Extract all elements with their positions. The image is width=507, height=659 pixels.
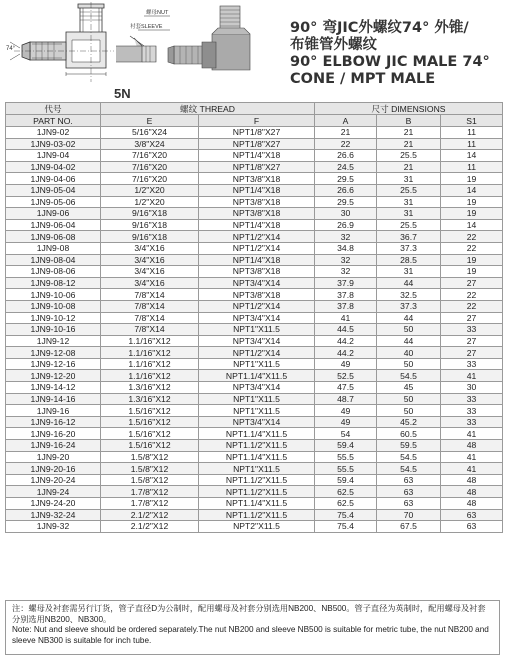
header-code-en: PART NO. [6, 115, 101, 127]
table-row [6, 358, 503, 370]
cell-thread-e: 1.5/8"X12 [101, 474, 199, 486]
cell-thread-f: NPT1/8"X27 [199, 127, 315, 139]
cell-dim-b: 45 [377, 382, 441, 394]
cell-dim-b: 40 [377, 347, 441, 359]
cell-thread-f: NPT1/8"X27 [199, 161, 315, 173]
cell-dim-s1: 14 [441, 150, 503, 162]
table-row [6, 405, 503, 417]
cell-dim-s1: 30 [441, 382, 503, 394]
cell-dim-s1: 41 [441, 370, 503, 382]
cell-part-no: 1JN9-08 [6, 242, 101, 254]
cell-dim-a: 52.5 [315, 370, 377, 382]
cell-dim-s1: 19 [441, 208, 503, 220]
cell-dim-s1: 41 [441, 451, 503, 463]
cell-thread-e: 1.7/8"X12 [101, 486, 199, 498]
cell-dim-s1: 27 [441, 335, 503, 347]
cell-part-no: 1JN9-12-08 [6, 347, 101, 359]
cell-thread-e: 9/16"X18 [101, 231, 199, 243]
cell-thread-f: NPT1/2"X14 [199, 300, 315, 312]
cell-dim-a: 47.5 [315, 382, 377, 394]
cell-thread-f: NPT1"X11.5 [199, 324, 315, 336]
cell-dim-s1: 11 [441, 161, 503, 173]
cell-dim-a: 37.8 [315, 289, 377, 301]
table-row [6, 231, 503, 243]
cell-dim-s1: 33 [441, 393, 503, 405]
table-row [6, 300, 503, 312]
cell-thread-e: 1.1/16"X12 [101, 335, 199, 347]
cell-thread-e: 7/8"X14 [101, 312, 199, 324]
cell-dim-s1: 22 [441, 300, 503, 312]
header-dimensions: 尺寸 DIMENSIONS [315, 103, 503, 115]
cell-dim-s1: 33 [441, 416, 503, 428]
cell-thread-f: NPT3/8"X18 [199, 173, 315, 185]
cell-dim-b: 54.5 [377, 463, 441, 475]
cell-dim-b: 50 [377, 393, 441, 405]
table-row [6, 242, 503, 254]
cell-dim-a: 75.4 [315, 509, 377, 521]
cell-dim-b: 21 [377, 161, 441, 173]
model-label: 5N [114, 86, 131, 101]
table-row [6, 486, 503, 498]
cell-part-no: 1JN9-02 [6, 127, 101, 139]
cell-dim-a: 21 [315, 127, 377, 139]
cell-dim-a: 59.4 [315, 440, 377, 452]
cell-dim-a: 24.5 [315, 161, 377, 173]
table-row [6, 173, 503, 185]
cell-dim-s1: 33 [441, 324, 503, 336]
cell-dim-s1: 19 [441, 266, 503, 278]
table-row [6, 184, 503, 196]
section-view-drawing [10, 2, 114, 82]
cell-part-no: 1JN9-06-08 [6, 231, 101, 243]
cell-dim-a: 49 [315, 416, 377, 428]
cell-dim-a: 34.8 [315, 242, 377, 254]
product-title [290, 20, 505, 88]
header-col-a: A [315, 115, 377, 127]
cell-thread-e: 3/4"X16 [101, 266, 199, 278]
table-row [6, 509, 503, 521]
cell-part-no: 1JN9-16-24 [6, 440, 101, 452]
cell-thread-e: 3/4"X16 [101, 254, 199, 266]
cell-dim-s1: 22 [441, 242, 503, 254]
cell-dim-b: 60.5 [377, 428, 441, 440]
cell-dim-a: 48.7 [315, 393, 377, 405]
header-col-f: F [199, 115, 315, 127]
cell-part-no: 1JN9-32-24 [6, 509, 101, 521]
cell-dim-b: 50 [377, 358, 441, 370]
cell-dim-b: 37.3 [377, 300, 441, 312]
note-en: Note: Nut and sleeve should be ordered separately.The nut NB200 and sleeve NB500 is suitable for metric tube, the nut NB200 and sleeve NB300 is suitable for inch tube. [12, 625, 489, 645]
cell-dim-b: 31 [377, 196, 441, 208]
cell-dim-a: 49 [315, 405, 377, 417]
cell-thread-f: NPT1/2"X14 [199, 242, 315, 254]
fitting-drawing [6, 2, 264, 92]
table-row [6, 254, 503, 266]
table-row [6, 416, 503, 428]
cell-thread-f: NPT1/8"X27 [199, 138, 315, 150]
cell-dim-s1: 33 [441, 405, 503, 417]
table-row [6, 428, 503, 440]
cell-dim-b: 50 [377, 324, 441, 336]
cell-dim-s1: 19 [441, 173, 503, 185]
cell-thread-e: 1.1/16"X12 [101, 347, 199, 359]
cell-dim-s1: 19 [441, 254, 503, 266]
cell-part-no: 1JN9-20-16 [6, 463, 101, 475]
cell-thread-f: NPT1/4"X18 [199, 184, 315, 196]
cell-thread-e: 1/2"X20 [101, 196, 199, 208]
cell-dim-a: 41 [315, 312, 377, 324]
cell-dim-b: 21 [377, 127, 441, 139]
cell-dim-s1: 19 [441, 196, 503, 208]
header-code-cn: 代号 [6, 103, 101, 115]
table-row [6, 312, 503, 324]
cell-dim-a: 59.4 [315, 474, 377, 486]
cell-thread-f: NPT2"X11.5 [199, 521, 315, 533]
cell-thread-e: 7/8"X14 [101, 324, 199, 336]
cell-thread-e: 1.3/16"X12 [101, 382, 199, 394]
cell-thread-e: 2.1/2"X12 [101, 521, 199, 533]
cell-dim-b: 44 [377, 312, 441, 324]
cell-part-no: 1JN9-04-06 [6, 173, 101, 185]
cell-thread-e: 1.3/16"X12 [101, 393, 199, 405]
cell-thread-f: NPT1.1/2"X11.5 [199, 474, 315, 486]
table-row [6, 161, 503, 173]
cell-thread-e: 3/8"X24 [101, 138, 199, 150]
cell-part-no: 1JN9-08-04 [6, 254, 101, 266]
cell-thread-f: NPT3/4"X14 [199, 335, 315, 347]
cell-dim-b: 31 [377, 208, 441, 220]
cell-dim-a: 30 [315, 208, 377, 220]
header-thread: 螺纹 THREAD [101, 103, 315, 115]
cell-thread-f: NPT1/4"X18 [199, 219, 315, 231]
cell-part-no: 1JN9-05-04 [6, 184, 101, 196]
cell-thread-e: 7/8"X14 [101, 289, 199, 301]
table-row [6, 440, 503, 452]
cell-thread-f: NPT3/4"X14 [199, 382, 315, 394]
cell-part-no: 1JN9-12-16 [6, 358, 101, 370]
cell-thread-e: 7/16"X20 [101, 161, 199, 173]
cell-thread-f: NPT1"X11.5 [199, 463, 315, 475]
table-row [6, 324, 503, 336]
cell-thread-e: 9/16"X18 [101, 208, 199, 220]
cell-thread-f: NPT1/4"X18 [199, 254, 315, 266]
cell-thread-e: 1.7/8"X12 [101, 498, 199, 510]
table-row [6, 382, 503, 394]
cell-dim-s1: 41 [441, 463, 503, 475]
cell-dim-a: 32 [315, 254, 377, 266]
cell-dim-a: 55.5 [315, 451, 377, 463]
cell-thread-f: NPT3/8"X18 [199, 208, 315, 220]
header-col-s1: S1 [441, 115, 503, 127]
cell-thread-f: NPT1.1/4"X11.5 [199, 428, 315, 440]
table-row [6, 266, 503, 278]
cell-part-no: 1JN9-24 [6, 486, 101, 498]
note-cn: 注：螺母及衬套需另行订货，管子直径D为公制时，配用螺母及衬套分别选用NB200、NB500。管子直径为英制时，配用螺母及衬套分别选用NB200、NB300。 [12, 604, 486, 624]
table-row [6, 138, 503, 150]
cell-dim-s1: 41 [441, 428, 503, 440]
cell-thread-f: NPT1"X11.5 [199, 358, 315, 370]
cell-dim-b: 54.5 [377, 451, 441, 463]
nut-sleeve-callout [116, 16, 170, 62]
cell-thread-f: NPT3/4"X14 [199, 312, 315, 324]
cell-part-no: 1JN9-16-20 [6, 428, 101, 440]
table-row [6, 277, 503, 289]
cell-part-no: 1JN9-04-02 [6, 161, 101, 173]
header-col-b: B [377, 115, 441, 127]
cell-dim-b: 28.5 [377, 254, 441, 266]
sleeve-label: 衬套SLEEVE [130, 24, 163, 30]
table-row [6, 370, 503, 382]
cell-thread-e: 1.5/16"X12 [101, 440, 199, 452]
cell-dim-a: 22 [315, 138, 377, 150]
cell-dim-b: 21 [377, 138, 441, 150]
cell-dim-b: 50 [377, 405, 441, 417]
cell-part-no: 1JN9-12 [6, 335, 101, 347]
cell-part-no: 1JN9-32 [6, 521, 101, 533]
cell-thread-e: 1.5/8"X12 [101, 463, 199, 475]
cell-part-no: 1JN9-06 [6, 208, 101, 220]
cell-dim-b: 31 [377, 266, 441, 278]
cell-dim-s1: 48 [441, 486, 503, 498]
cell-thread-e: 7/8"X14 [101, 300, 199, 312]
cell-thread-f: NPT1"X11.5 [199, 393, 315, 405]
table-row [6, 451, 503, 463]
cell-thread-f: NPT1"X11.5 [199, 405, 315, 417]
cell-thread-e: 1/2"X20 [101, 184, 199, 196]
cell-part-no: 1JN9-08-06 [6, 266, 101, 278]
cell-thread-f: NPT1/2"X14 [199, 231, 315, 243]
cell-dim-a: 44.2 [315, 347, 377, 359]
cell-dim-a: 49 [315, 358, 377, 370]
cell-dim-b: 25.5 [377, 219, 441, 231]
elbow-3d-view [168, 6, 250, 70]
title-line-2: 布锥管外螺纹 [290, 37, 377, 53]
cell-dim-s1: 11 [441, 138, 503, 150]
cell-part-no: 1JN9-10-12 [6, 312, 101, 324]
table-row [6, 347, 503, 359]
cell-thread-f: NPT1/4"X18 [199, 150, 315, 162]
cell-thread-e: 1.5/8"X12 [101, 451, 199, 463]
cell-dim-b: 37.3 [377, 242, 441, 254]
table-row [6, 498, 503, 510]
cell-part-no: 1JN9-10-08 [6, 300, 101, 312]
cell-dim-s1: 14 [441, 219, 503, 231]
cell-dim-a: 75.4 [315, 521, 377, 533]
cell-part-no: 1JN9-06-04 [6, 219, 101, 231]
cell-dim-b: 63 [377, 498, 441, 510]
cell-dim-s1: 63 [441, 509, 503, 521]
cell-dim-a: 44.5 [315, 324, 377, 336]
cell-dim-a: 32 [315, 231, 377, 243]
cell-dim-b: 32.5 [377, 289, 441, 301]
cell-dim-b: 63 [377, 486, 441, 498]
cell-thread-e: 1.5/16"X12 [101, 416, 199, 428]
cell-dim-b: 36.7 [377, 231, 441, 243]
table-row [6, 521, 503, 533]
cell-dim-s1: 27 [441, 312, 503, 324]
cell-part-no: 1JN9-04 [6, 150, 101, 162]
nut-label: 螺母NUT [146, 10, 169, 16]
cell-dim-s1: 33 [441, 358, 503, 370]
header-col-e: E [101, 115, 199, 127]
cell-part-no: 1JN9-03-02 [6, 138, 101, 150]
table-row [6, 150, 503, 162]
cell-dim-a: 32 [315, 266, 377, 278]
cell-dim-b: 44 [377, 277, 441, 289]
cell-dim-b: 31 [377, 173, 441, 185]
cell-dim-a: 44.2 [315, 335, 377, 347]
cell-thread-e: 7/16"X20 [101, 150, 199, 162]
cell-thread-f: NPT3/4"X14 [199, 416, 315, 428]
table-row [6, 289, 503, 301]
cell-thread-f: NPT1.1/4"X11.5 [199, 370, 315, 382]
spec-table-body [6, 127, 503, 533]
cell-part-no: 1JN9-10-16 [6, 324, 101, 336]
cell-thread-f: NPT1/2"X14 [199, 347, 315, 359]
cell-thread-f: NPT1.1/2"X11.5 [199, 486, 315, 498]
cell-dim-b: 67.5 [377, 521, 441, 533]
cell-part-no: 1JN9-16 [6, 405, 101, 417]
cell-thread-f: NPT3/8"X18 [199, 289, 315, 301]
table-row [6, 393, 503, 405]
table-row [6, 127, 503, 139]
cell-dim-a: 29.5 [315, 173, 377, 185]
cell-thread-e: 5/16"X24 [101, 127, 199, 139]
cell-part-no: 1JN9-20 [6, 451, 101, 463]
cell-dim-b: 70 [377, 509, 441, 521]
cell-dim-b: 59.5 [377, 440, 441, 452]
cell-dim-b: 54.5 [377, 370, 441, 382]
cell-thread-e: 3/4"X16 [101, 277, 199, 289]
cell-dim-s1: 27 [441, 347, 503, 359]
table-row [6, 219, 503, 231]
cell-thread-f: NPT1.1/4"X11.5 [199, 498, 315, 510]
title-line-1: 90° 弯JIC外螺纹74° 外锥/ [290, 20, 469, 36]
cell-part-no: 1JN9-10-06 [6, 289, 101, 301]
angle-label: 74° [6, 46, 16, 52]
cell-dim-a: 55.5 [315, 463, 377, 475]
cell-dim-s1: 48 [441, 474, 503, 486]
cell-thread-e: 1.1/16"X12 [101, 358, 199, 370]
cell-thread-f: NPT3/4"X14 [199, 277, 315, 289]
cell-dim-s1: 63 [441, 521, 503, 533]
cell-thread-f: NPT3/8"X18 [199, 196, 315, 208]
table-row [6, 208, 503, 220]
cell-dim-b: 25.5 [377, 184, 441, 196]
cell-dim-a: 62.5 [315, 486, 377, 498]
cell-dim-s1: 22 [441, 231, 503, 243]
title-line-4: CONE / MPT MALE [290, 71, 436, 87]
cell-dim-a: 29.5 [315, 196, 377, 208]
cell-thread-e: 3/4"X16 [101, 242, 199, 254]
cell-thread-f: NPT1.1/2"X11.5 [199, 509, 315, 521]
cell-thread-f: NPT1.1/2"X11.5 [199, 440, 315, 452]
cell-dim-a: 26.6 [315, 150, 377, 162]
cell-part-no: 1JN9-08-12 [6, 277, 101, 289]
cell-dim-b: 45.2 [377, 416, 441, 428]
cell-dim-b: 44 [377, 335, 441, 347]
cell-dim-a: 37.8 [315, 300, 377, 312]
cell-thread-e: 1.1/16"X12 [101, 370, 199, 382]
cell-dim-s1: 48 [441, 498, 503, 510]
table-row [6, 463, 503, 475]
cell-part-no: 1JN9-14-12 [6, 382, 101, 394]
title-line-3: 90° ELBOW JIC MALE 74° [290, 54, 490, 70]
cell-thread-e: 7/16"X20 [101, 173, 199, 185]
cell-part-no: 1JN9-20-24 [6, 474, 101, 486]
cell-thread-e: 1.5/16"X12 [101, 405, 199, 417]
table-row [6, 335, 503, 347]
table-row [6, 196, 503, 208]
cell-part-no: 1JN9-16-12 [6, 416, 101, 428]
cell-part-no: 1JN9-24-20 [6, 498, 101, 510]
table-row [6, 474, 503, 486]
cell-part-no: 1JN9-12-20 [6, 370, 101, 382]
cell-part-no: 1JN9-05-06 [6, 196, 101, 208]
cell-dim-a: 54 [315, 428, 377, 440]
cell-dim-s1: 48 [441, 440, 503, 452]
cell-thread-f: NPT3/8"X18 [199, 266, 315, 278]
cell-thread-f: NPT1.1/4"X11.5 [199, 451, 315, 463]
cell-dim-s1: 22 [441, 289, 503, 301]
cell-part-no: 1JN9-14-16 [6, 393, 101, 405]
cell-dim-s1: 11 [441, 127, 503, 139]
cell-dim-b: 25.5 [377, 150, 441, 162]
note-box [5, 600, 500, 655]
spec-table [5, 102, 503, 533]
cell-dim-a: 37.9 [315, 277, 377, 289]
cell-thread-e: 9/16"X18 [101, 219, 199, 231]
cell-dim-s1: 14 [441, 184, 503, 196]
cell-dim-a: 62.5 [315, 498, 377, 510]
cell-dim-a: 26.9 [315, 219, 377, 231]
cell-dim-b: 63 [377, 474, 441, 486]
cell-thread-e: 1.5/16"X12 [101, 428, 199, 440]
cell-dim-a: 26.6 [315, 184, 377, 196]
cell-thread-e: 2.1/2"X12 [101, 509, 199, 521]
cell-dim-s1: 27 [441, 277, 503, 289]
